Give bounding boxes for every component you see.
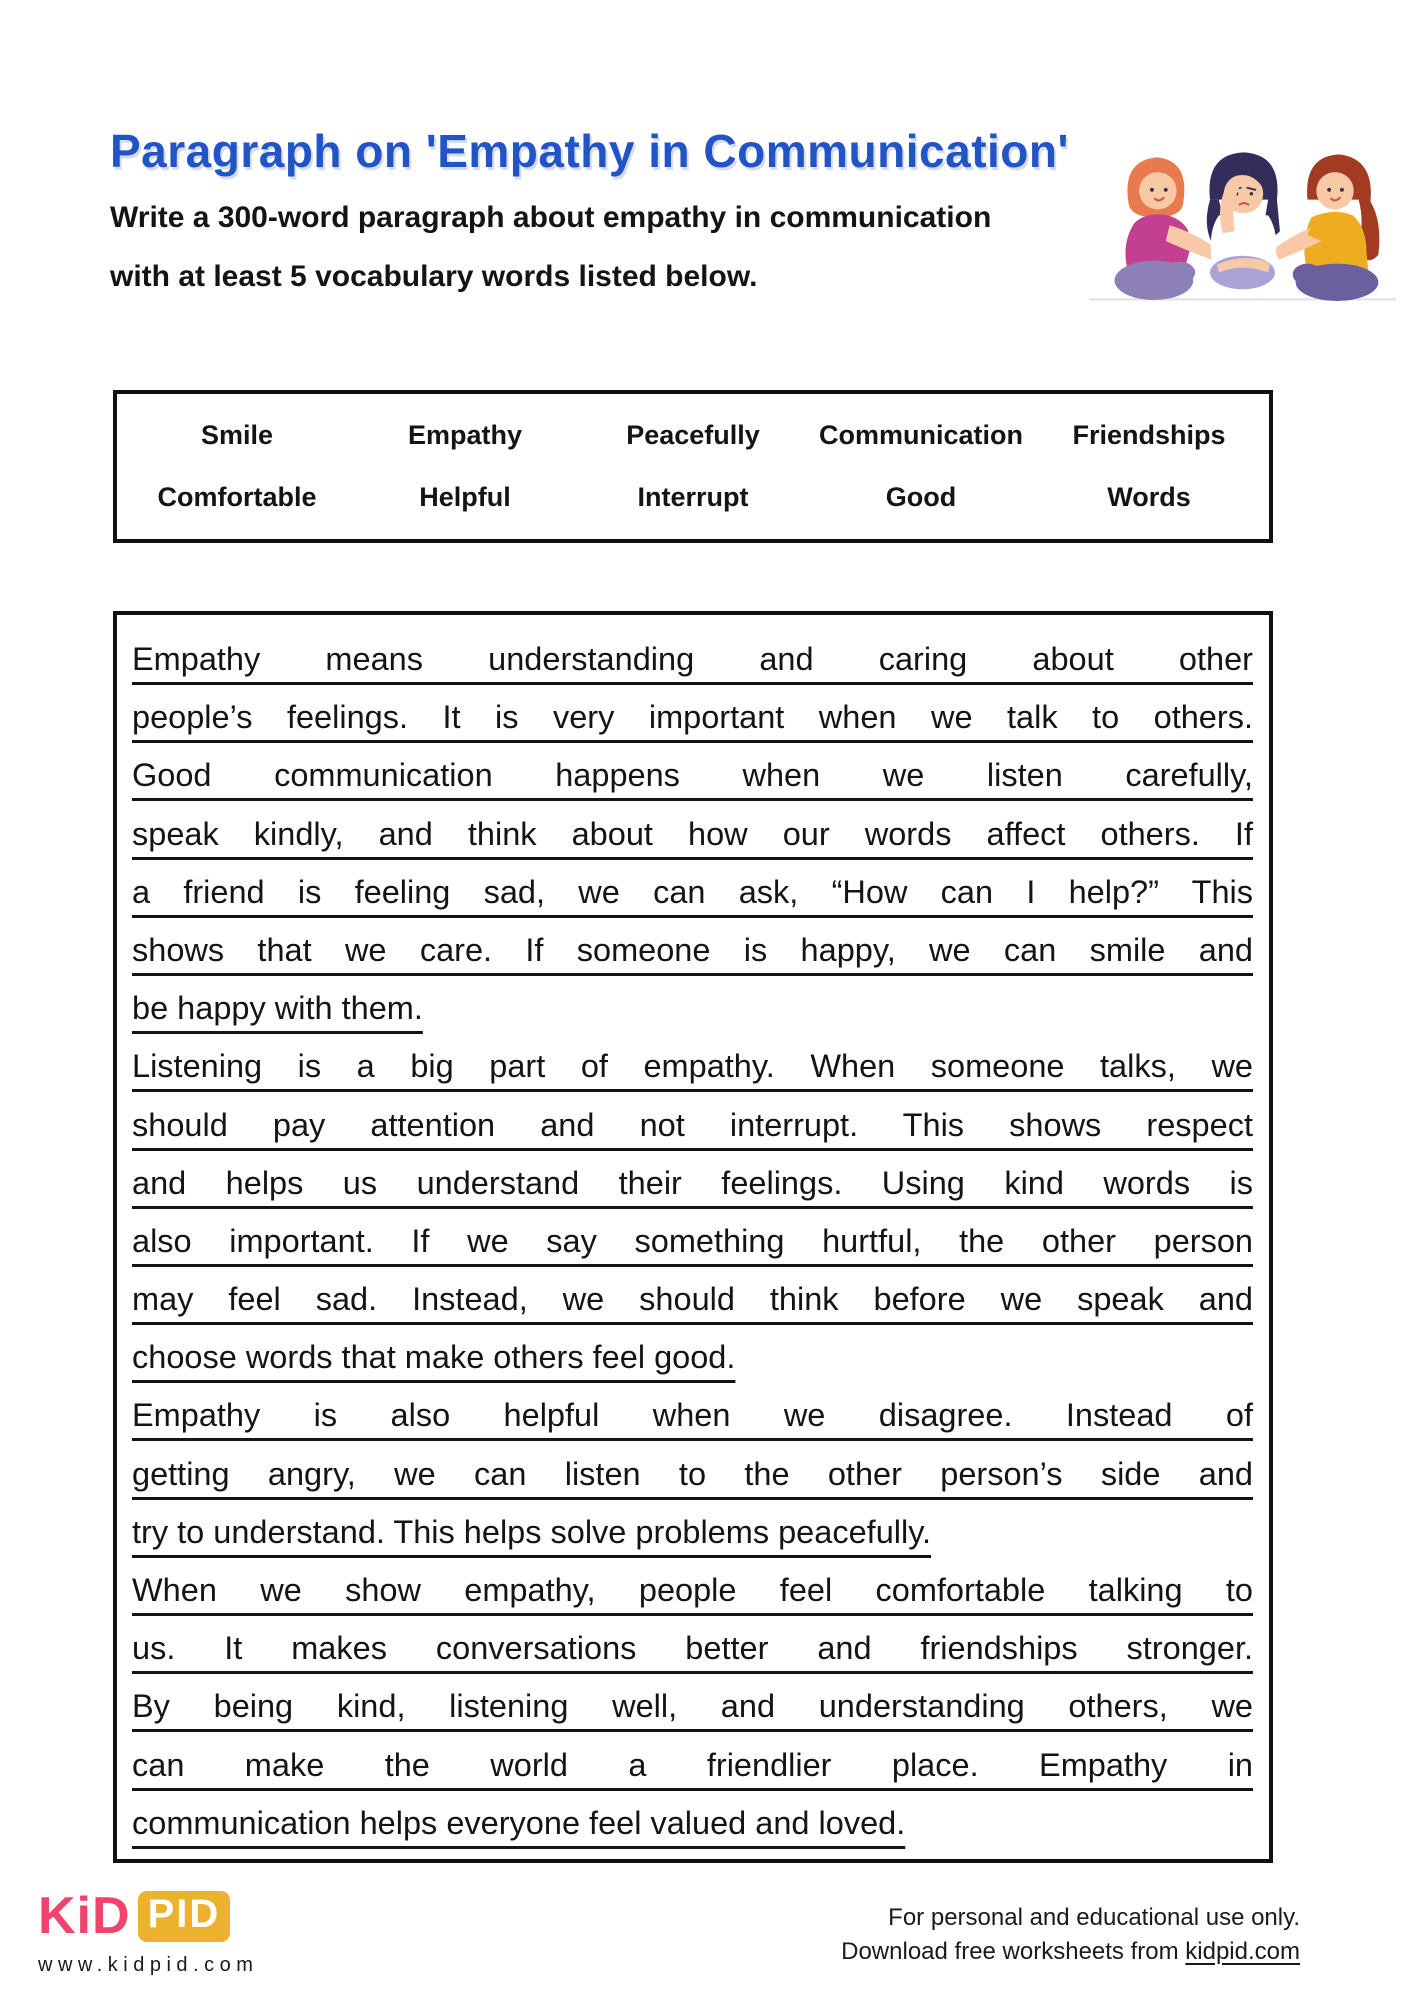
paragraph-line: people’s feelings. It is very important when we talk to others. [132,699,1253,736]
paragraph-line: can make the world a friendlier place. Empathy in [132,1746,1253,1783]
logo-pid-badge: PID [138,1891,231,1942]
vocabulary-word: Friendships [1072,419,1226,450]
paragraph-lines [132,630,1253,1852]
website-url: www.kidpid.com [38,1954,259,1976]
paragraph-line: try to understand. This helps solve problems peacefully. [132,1513,932,1550]
usage-note [841,1901,1300,1969]
right-girl [1274,154,1379,301]
vocabulary-word: Comfortable [157,482,317,513]
paragraph-line: Empathy is also helpful when we disagree. Instead of [132,1397,1253,1434]
paragraph-line: should pay attention and not interrupt. This shows respect [132,1106,1253,1143]
sad-girl [1207,152,1280,289]
paragraph-line: shows that we care. If someone is happy, we can smile and [132,931,1253,968]
usage-note-line-2-text: Download free worksheets from [841,1938,1186,1965]
paragraph-line: a friend is feeling sad, we can ask, “How can I help?” This [132,873,1253,910]
vocabulary-word: Words [1107,482,1191,513]
kidpid-link[interactable]: kidpid.com [1185,1938,1300,1965]
paragraph-line: communication helps everyone feel valued and loved. [132,1804,906,1841]
paragraph-line: Listening is a big part of empathy. When someone talks, we [132,1048,1253,1085]
usage-note-line-1: For personal and educational use only. [888,1904,1300,1931]
left-girl [1115,157,1217,300]
vocabulary-word: Interrupt [637,482,749,513]
vocabulary-word: Peacefully [626,419,760,450]
vocabulary-word: Helpful [419,482,511,513]
vocabulary-word: Good [885,482,957,513]
instructions-text [110,188,991,306]
paragraph-line: Good communication happens when we listen carefully, [132,757,1253,794]
vocabulary-word: Empathy [407,419,523,450]
paragraph-line: us. It makes conversations better and friendships stronger. [132,1630,1253,1667]
paragraph-line: speak kindly, and think about how our words affect others. If [132,815,1253,852]
paragraph-line: be happy with them. [132,990,423,1027]
kidpid-logo [38,1886,258,1977]
instructions-line-1: Write a 300-word paragraph about empathy in communication [110,201,992,234]
instructions-line-2: with at least 5 vocabulary words listed below. [110,260,758,293]
logo-kid-text: KiD [38,1887,131,1945]
paragraph-line: By being kind, listening well, and understanding others, we [132,1688,1253,1725]
vocabulary-word: Communication [818,419,1023,450]
comforting-friends-illustration [1085,104,1400,313]
page-title: Paragraph on 'Empathy in Communication' [110,125,1069,177]
paragraph-line: Empathy means understanding and caring about other [132,641,1253,677]
paragraph-line: and helps us understand their feelings. Using kind words is [132,1164,1253,1201]
paragraph-line: When we show empathy, people feel comfortable talking to [132,1572,1253,1608]
paragraph-line: getting angry, we can listen to the other person’s side and [132,1455,1253,1492]
paragraph-line: also important. If we say something hurtful, the other person [132,1222,1253,1259]
usage-note-line-2 [841,1935,1300,1969]
vocabulary-box [113,390,1273,543]
paragraph-line: may feel sad. Instead, we should think before we speak and [132,1281,1253,1318]
paragraph-box [113,611,1273,1863]
vocabulary-word: Smile [200,419,274,450]
paragraph-line: choose words that make others feel good. [132,1339,736,1376]
